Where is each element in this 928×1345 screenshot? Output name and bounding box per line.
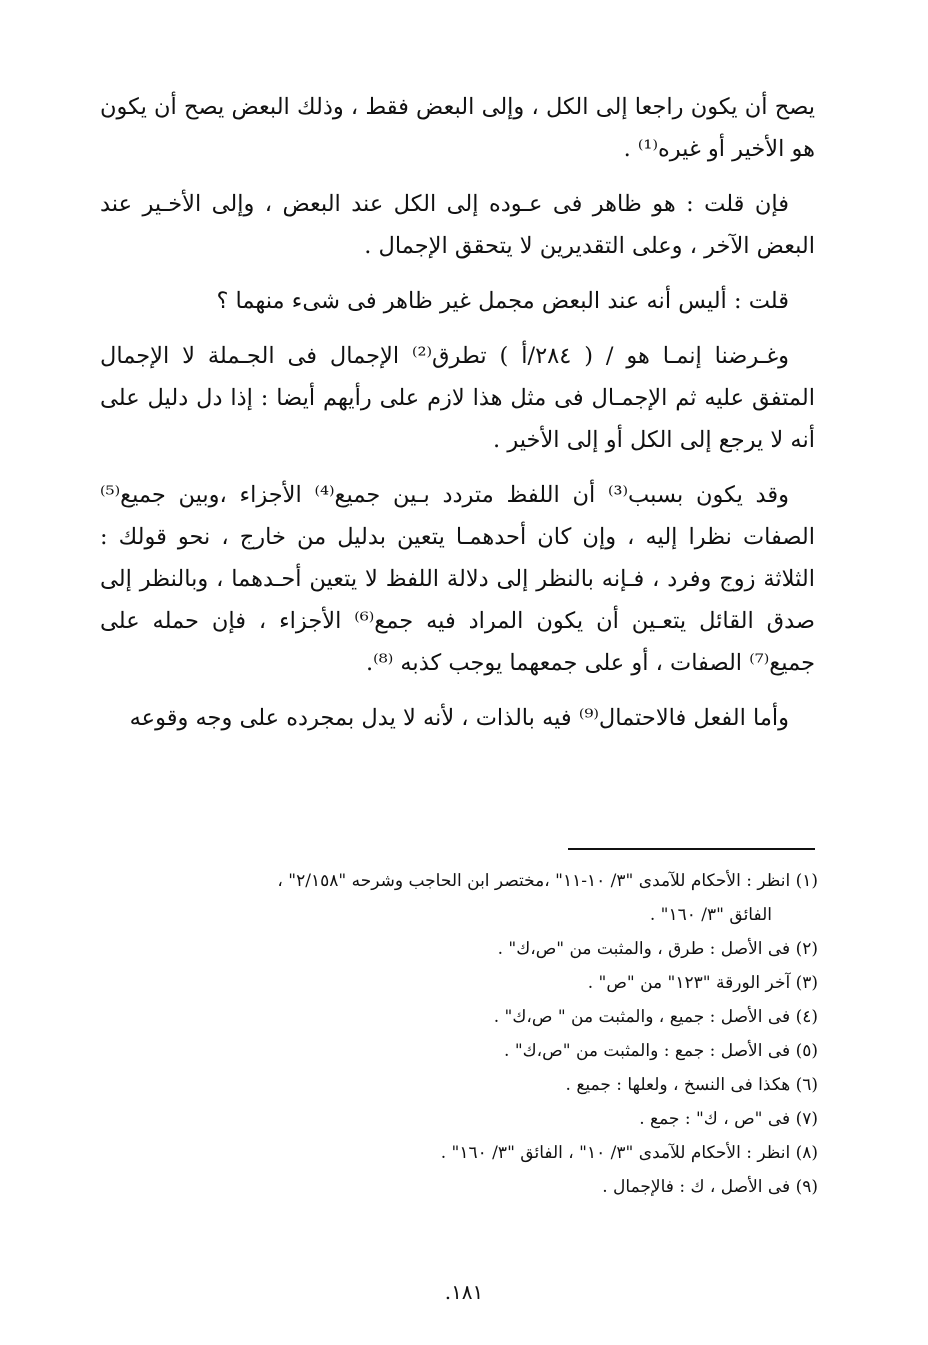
footnote-5: (٥) فى الأصل : جمع : والمثبت من "ص،ك" . (504, 1041, 818, 1061)
paragraph-2: فإن قلت : هو ظاهر فى عـوده إلى الكل عند البعض ، وإلى الأخـير عند البعض الآخر ، وعلى التقديرين لا يتحقق الإجمال . (100, 191, 815, 259)
paragraph-1: يصح أن يكون راجعا إلى الكل ، وإلى البعض فقط ، وذلك البعض يصح أن يكون هو الأخير أو غيره⁽¹⁾ . (100, 94, 815, 162)
footnote-2: (٢) فى الأصل : طرق ، والمثبت من "ص،ك" . (497, 939, 818, 959)
paragraph-4: وغـرضنا إنمـا هو / ( ٢٨٤/أ ) تطرق⁽²⁾ الإجمال فى الجـملة لا الإجمال المتفق عليه ثم الإجمـال فى مثل هذا لازم على رأيهم أيضا : إذا دل دليل على أنه لا يرجع إلى الكل أو إلى الأخير . (100, 343, 815, 453)
footnote-1-continued: الفائق "٣/ ١٦٠" . (649, 905, 772, 925)
footnote-1: (١) انظر : الأحكام للآمدى "٣/ ١٠-١١" ،مختصر ابن الحاجب وشرحه "٢/١٥٨" ، (277, 871, 818, 891)
footnote-9: (٩) فى الأصل ، ك : فالإجمال . (602, 1177, 818, 1197)
footnote-8: (٨) انظر : الأحكام للآمدى "٣/ ١٠" ، الفائق "٣/ ١٦٠" . (440, 1143, 818, 1163)
paragraph-3: قلت : أليس أنه عند البعض مجمل غير ظاهر فى شىء منهما ؟ (216, 288, 789, 314)
footnote-4: (٤) فى الأصل : جميع ، والمثبت من " ص،ك" . (493, 1007, 818, 1027)
main-text (100, 86, 815, 752)
footnotes (100, 864, 818, 1204)
footnote-6: (٦) هكذا فى النسخ ، ولعلها : جميع . (565, 1075, 818, 1095)
footnote-3: (٣) آخر الورقة "١٢٣" من "ص" . (587, 973, 818, 993)
page-number: ١٨١. (444, 1280, 484, 1304)
footnote-7: (٧) فى "ص ، ك" : جمع . (639, 1109, 818, 1129)
footnote-divider (568, 848, 815, 850)
paragraph-6: وأما الفعل فالاحتمال⁽⁹⁾ فيه بالذات ، لأنه لا يدل بمجرده على وجه وقوعه (129, 705, 789, 731)
paragraph-5: وقد يكون بسبب⁽³⁾ أن اللفظ متردد بـين جميع⁽⁴⁾ الأجزاء ،وبين جميع⁽⁵⁾ الصفات نظرا إليه ، وإن كان أحدهمـا يتعين بدليل من خارج ، نحو قولك : الثلاثة زوج وفرد ، فـإنه بالنظر إلى دلالة اللفظ لا يتعين أحـدهما ، وبالنظر إلى صدق القائل يتعـين أن يكون المراد فيه جمع⁽⁶⁾ الأجزاء ، فإن حمله على جميع⁽⁷⁾ الصفات ، أو على جمعهما يوجب كذبه ⁽⁸⁾. (100, 482, 815, 676)
